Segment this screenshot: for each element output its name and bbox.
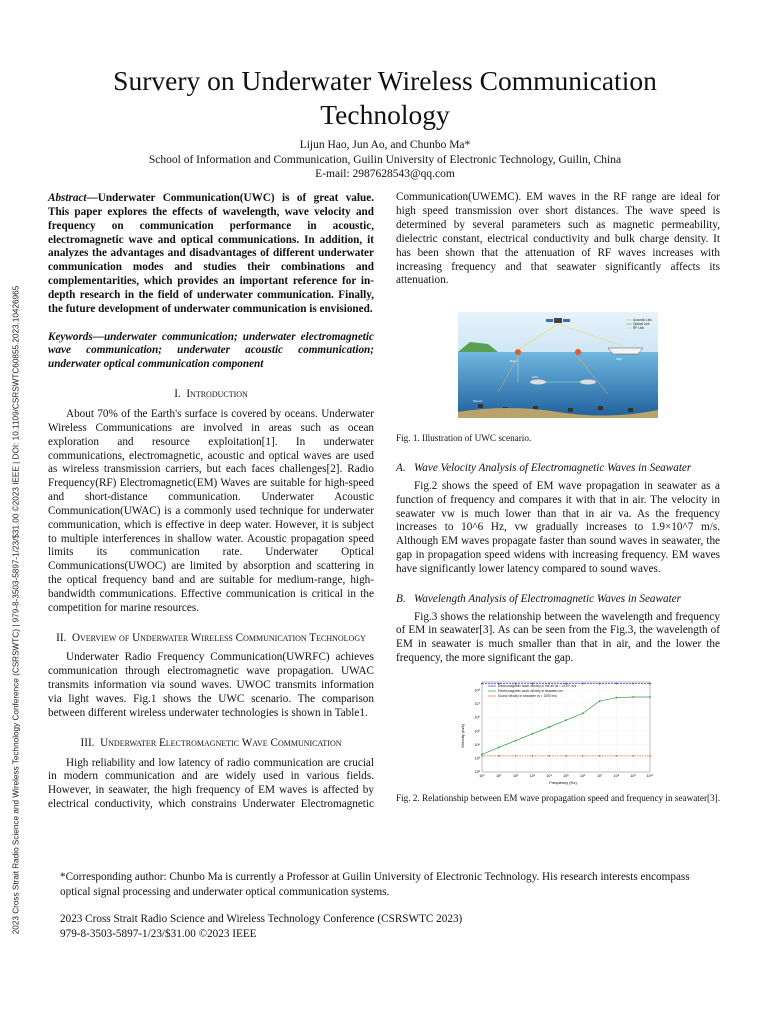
data-point <box>532 755 534 757</box>
em-paragraph-text: High reliability and low latency of radio communication are crucial in modern communication and are widely used in various fields. However, in seawater, the high frequency of EM waves is affected by electrical conductivity, which constrains Underwater Electromagnetic <box>48 756 374 811</box>
label-sensor: Sensor <box>473 399 483 403</box>
intro-paragraph: About 70% of the Earth's surface is covered by oceans. Underwater Wireless Communications are involved in areas such as ocean exploration and resource exploitation[1]. In underwater communications, electromagnetic, acoustic and optical waves are used as wireless transmission carriers, but each faces challenges[2]. Radio Frequency(RF) Electromagnetic(EM) Waves are suitable for high-speed and short-distance communication. Underwater Acoustic Communication(UWAC) is a commonly used technique for underwater communication, which is effective in deep water. However, it is subject to multiple interferences in shallow water. Acoustic propagation speed limits its communication rate. Underwater Optical Communications(UWOC) are limited by absorption and scattering in the optical frequency band and are suitable for medium-range, high-bandwidth communications. Effective communication is critical in the competition for marine resources. <box>48 407 374 614</box>
data-point <box>515 740 517 742</box>
data-point <box>582 683 584 685</box>
legend-rf: RF Link <box>633 326 644 330</box>
data-point <box>498 747 500 749</box>
label-satellite: Satellite <box>566 314 577 318</box>
paper-title: Survery on Underwater Wireless Communication Technology <box>113 65 657 130</box>
em-paragraph-continued <box>396 192 720 302</box>
data-point <box>498 755 500 757</box>
legend-optical: Optical Link <box>633 322 650 326</box>
legend-acoustic: Acoustic Link <box>633 318 652 322</box>
data-point <box>515 755 517 757</box>
data-point <box>649 683 651 685</box>
label-ship: Ship <box>616 357 623 361</box>
figure-1 <box>396 312 720 444</box>
data-point <box>532 733 534 735</box>
x-axis-label: Frequency (Hz) <box>549 779 577 785</box>
subsection-title: Wavelength Analysis of Electromagnetic Waves in Seawater <box>414 592 682 605</box>
data-point <box>599 700 601 702</box>
sidebar-text: 2023 Cross Strait Radio Science and Wireless Technology Conference (CSRSWTC) | 979-8-3503-5897-1/23/$31.00 ©2023 IEEE | DOI: 10.1109/CSRSWTC60855.2023.10426965 <box>11 285 21 935</box>
section-heading-2 <box>48 632 374 646</box>
y-tick-label: 10⁸ <box>474 688 480 693</box>
y-tick-label: 10⁷ <box>474 701 480 706</box>
data-point <box>481 753 483 755</box>
legend-entry: Electromagnetic wave velocity in seawater vw <box>498 689 563 694</box>
author-block <box>60 138 710 182</box>
keywords-text: —underwater communication; underwater electromagnetic wave communication; underwater acoustic communication; underwater optical communication component <box>48 330 374 371</box>
velocity-frequency-chart <box>458 676 658 786</box>
x-tick-label: 10³ <box>529 773 536 778</box>
x-tick-label: 10¹ <box>496 773 502 778</box>
data-point <box>481 755 483 757</box>
abstract-label: Abstract <box>48 192 87 204</box>
data-point <box>481 683 483 685</box>
legend-entry: Electromagnetic wave velocity in the air va = 3×10⁸ m/s <box>498 684 577 689</box>
data-point <box>632 696 634 698</box>
label-auv: AUV <box>532 375 539 379</box>
left-column <box>48 192 374 813</box>
section-title: Overview of Underwater Wireless Communication Technology <box>71 631 366 644</box>
data-point <box>565 719 567 721</box>
em-paragraph-continued-text: Communication(UWEMC). EM waves in the RF range are ideal for high speed transmission over short distances. The wave speed is determined by several parameters such as magnetic permeability, dielectric constant, electrical conductivity and bulk charge density. It has been shown that the attenuation of RF waves increases with increasing frequency and that seawater significantly affects its attenuation. <box>396 192 720 287</box>
x-tick-label: 10⁰ <box>479 773 485 778</box>
x-tick-label: 10⁶ <box>580 773 586 778</box>
y-tick-label: 10³ <box>474 756 480 761</box>
data-point <box>649 696 651 698</box>
y-tick-label: 10⁶ <box>474 715 480 720</box>
legend-entry: Sound velocity in seawater vs = 1500 m/s <box>498 694 557 699</box>
right-column <box>396 192 720 804</box>
email: E-mail: 2987628543@qq.com <box>315 168 455 180</box>
data-point <box>649 755 651 757</box>
conference-name: 2023 Cross Strait Radio Science and Wireless Technology Conference (CSRSWTC 2023) <box>60 913 463 925</box>
section-number: I. <box>174 388 181 401</box>
auv-icon <box>580 380 596 385</box>
abstract <box>48 192 374 317</box>
em-paragraph <box>48 757 374 813</box>
y-tick-label: 10⁴ <box>474 742 480 747</box>
figure-2 <box>396 676 720 804</box>
subsection-b-heading <box>396 593 720 607</box>
data-point <box>632 683 634 685</box>
y-tick-label: 10² <box>474 770 480 775</box>
data-point <box>548 726 550 728</box>
data-point <box>599 755 601 757</box>
subsection-a-paragraph: Fig.2 shows the speed of EM wave propagation in seawater as a function of frequency and compares it with that in air. The velocity in seawater vw is much lower than that in air va. As the frequency increases to 10^6 Hz, vw gradually increases to 1.9×10^7 m/s. Although EM waves propagate faster than sound waves in seawater, the gap in propagation speed widens with increasing frequency. EM waves have significantly lower latency compared to sound waves. <box>396 479 720 575</box>
abstract-text: —Underwater Communication(UWC) is of great value. This paper explores the effects of wavelength, wave velocity and frequency on communication performance in acoustic, electromagnetic wave and optical communications. In addition, it analyzes the advantages and disadvantages of different underwater communication modes and studies their combinations and complementarities, which provides an important reference for in-depth research in the field of underwater communication. Finally, the future development of underwater communication is envisioned. <box>48 192 374 315</box>
x-tick-label: 10⁸ <box>613 773 620 778</box>
data-point <box>616 697 618 699</box>
isbn-copyright: 979-8-3503-5897-1/23/$31.00 ©2023 IEEE <box>60 928 257 940</box>
keywords <box>48 331 374 373</box>
subsection-label: A. <box>396 462 406 474</box>
data-point <box>616 755 618 757</box>
conference-footer <box>60 912 720 942</box>
data-point <box>599 683 601 685</box>
uwc-scenario-illustration <box>458 312 658 418</box>
label-buoy: Buoy <box>510 359 517 363</box>
section-title: Underwater Electromagnetic Wave Communication <box>100 736 342 749</box>
subsection-b-paragraph: Fig.3 shows the relationship between the wavelength and frequency of EM in seawater[3]. As can be seen from the Fig.3, the wavelength of EM in seawater is much smaller than that in air, and the lower the frequency, the more significant the gap. <box>396 610 720 665</box>
overview-paragraph: Underwater Radio Frequency Communication(UWRFC) achieves communication through electromagnetic wave propagation. UWAC transmits information via sound waves. UWOC transmits information via light waves. Fig.1 shows the UWC scenario. The comparison between different wireless underwater technologies is shown in Table1. <box>48 651 374 719</box>
section-heading-3 <box>48 737 374 751</box>
section-number: III. <box>80 736 95 749</box>
authors: Lijun Hao, Jun Ao, and Chunbo Ma* <box>299 139 471 151</box>
section-number: II. <box>56 631 67 644</box>
auv-icon <box>530 380 546 385</box>
data-point <box>582 712 584 714</box>
ship-icon <box>608 348 643 354</box>
keywords-label: Keywords <box>48 330 93 343</box>
data-point <box>616 683 618 685</box>
x-tick-label: 10⁴ <box>546 773 552 778</box>
subsection-label: B. <box>396 592 406 605</box>
figure-1-caption: Fig. 1. Illustration of UWC scenario. <box>396 433 532 443</box>
data-point <box>632 755 634 757</box>
subsection-a-heading <box>396 462 720 476</box>
y-axis-label: Velocity (m/s) <box>460 723 465 748</box>
x-tick-label: 10² <box>512 773 519 778</box>
data-point <box>548 755 550 757</box>
chart-plot-area <box>474 682 653 778</box>
data-point <box>582 755 584 757</box>
figure-2-caption: Fig. 2. Relationship between EM wave propagation speed and frequency in seawater[3]. <box>396 792 721 803</box>
subsection-title: Wave Velocity Analysis of Electromagnetic Waves in Seawater <box>414 462 692 474</box>
x-tick-label: 10¹⁰ <box>646 773 654 778</box>
section-heading-1 <box>48 388 374 402</box>
buoy-icon <box>575 349 581 355</box>
corresponding-author-footnote: *Corresponding author: Chunbo Ma is currently a Professor at Guilin University of Electronic Technology. His research interests encompass optical signal processing and underwater optical communication systems. <box>60 871 690 898</box>
affiliation: School of Information and Communication, Guilin University of Electronic Technology, Guilin, China <box>148 153 622 166</box>
sidebar-citation <box>6 250 26 970</box>
x-tick-label: 10⁷ <box>596 773 603 778</box>
x-tick-label: 10⁹ <box>630 773 636 778</box>
y-tick-label: 10⁵ <box>474 729 480 734</box>
section-title: Introduction <box>186 388 248 401</box>
data-point <box>565 755 567 757</box>
x-tick-label: 10⁵ <box>563 773 569 778</box>
